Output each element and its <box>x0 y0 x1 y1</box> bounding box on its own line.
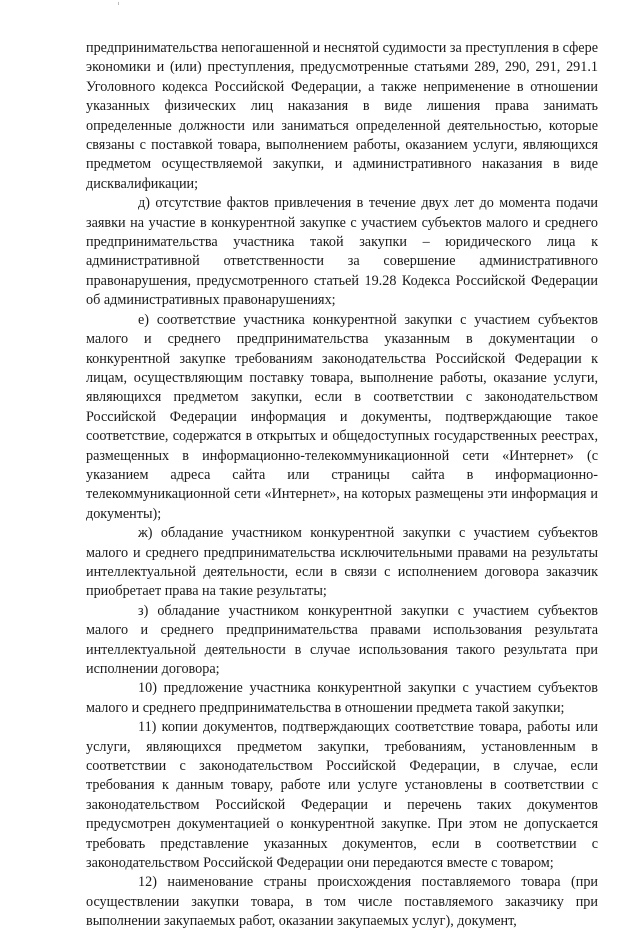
paragraph-item-11: 11) копии документов, подтверждающих соответствие товара, работы или услуги, являющихся предметом закупки, требованиям, установленным в соответствии с законодательством Российской Федерации, в случае, если требования к данным товару, работе или услуге установлены в соответствии с законодательством Российской Федерации и перечень таких документов предусмотрен документацией о конкурентной закупке. При этом не допускается требовать представление указанных документов, если в соответствии с законодательством Российской Федерации они передаются вместе с товаром; <box>86 719 598 872</box>
scan-mark <box>118 2 119 5</box>
document-body <box>86 39 598 932</box>
paragraph-item-zh: ж) обладание участником конкурентной закупки с участием субъектов малого и среднего предпринимательства исключительными правами на результаты интеллектуальной деятельности, если в связи с исполнением договора заказчик приобретает права на такие результаты; <box>86 525 598 600</box>
paragraph-item-e: е) соответствие участника конкурентной закупки с участием субъектов малого и среднего предпринимательства указанным в документации о конкурентной закупке требованиям законодательства Российской Федерации к лицам, осуществляющим поставку товара, выполнение работы, оказание услуги, являющихся предметом закупки, если в соответствии с законодательством Российской Федерации информация и документы, подтверждающие такое соответствие, содержатся в открытых и общедоступных государственных реестрах, размещенных в информационно-телекоммуникационной сети «Интернет» (с указанием адреса сайта или страницы сайта в информационно-телекоммуникационной сети «Интернет», на которых размещены эти информация и документы); <box>86 311 598 522</box>
paragraph-item-12: 12) наименование страны происхождения поставляемого товара (при осуществлении закупки товара, в том числе поставляемого заказчику при выполнении закупаемых работ, оказании закупаемых услуг), документ, <box>86 874 598 930</box>
paragraph-continuation: предпринимательства непогашенной и неснятой судимости за преступления в сфере экономики и (или) преступления, предусмотренные статьями 289, 290, 291, 291.1 Уголовного кодекса Российской Федерации, а также неприменение в отношении указанных физических лиц наказания в виде лишения права занимать определенные должности или заниматься определенной деятельностью, которые связаны с поставкой товара, выполнением работы, оказанием услуги, являющихся предметом осуществляемой закупки, и административного наказания в виде дисквалификации; <box>86 40 598 192</box>
paragraph-item-d: д) отсутствие фактов привлечения в течение двух лет до момента подачи заявки на участие в конкурентной закупке с участием субъектов малого и среднего предпринимательства участника такой закупки – юридического лица к административной ответственности за совершение административного правонарушения, предусмотренного статьей 19.28 Кодекса Российской Федерации об административных правонарушениях; <box>86 195 598 309</box>
paragraph-item-10: 10) предложение участника конкурентной закупки с участием субъектов малого и среднего предпринимательства в отношении предмета такой закупки; <box>86 680 598 716</box>
paragraph-item-z: з) обладание участником конкурентной закупки с участием субъектов малого и среднего предпринимательства правами использования результата интеллектуальной деятельности в случае использования такого результата при исполнении договора; <box>86 602 598 677</box>
